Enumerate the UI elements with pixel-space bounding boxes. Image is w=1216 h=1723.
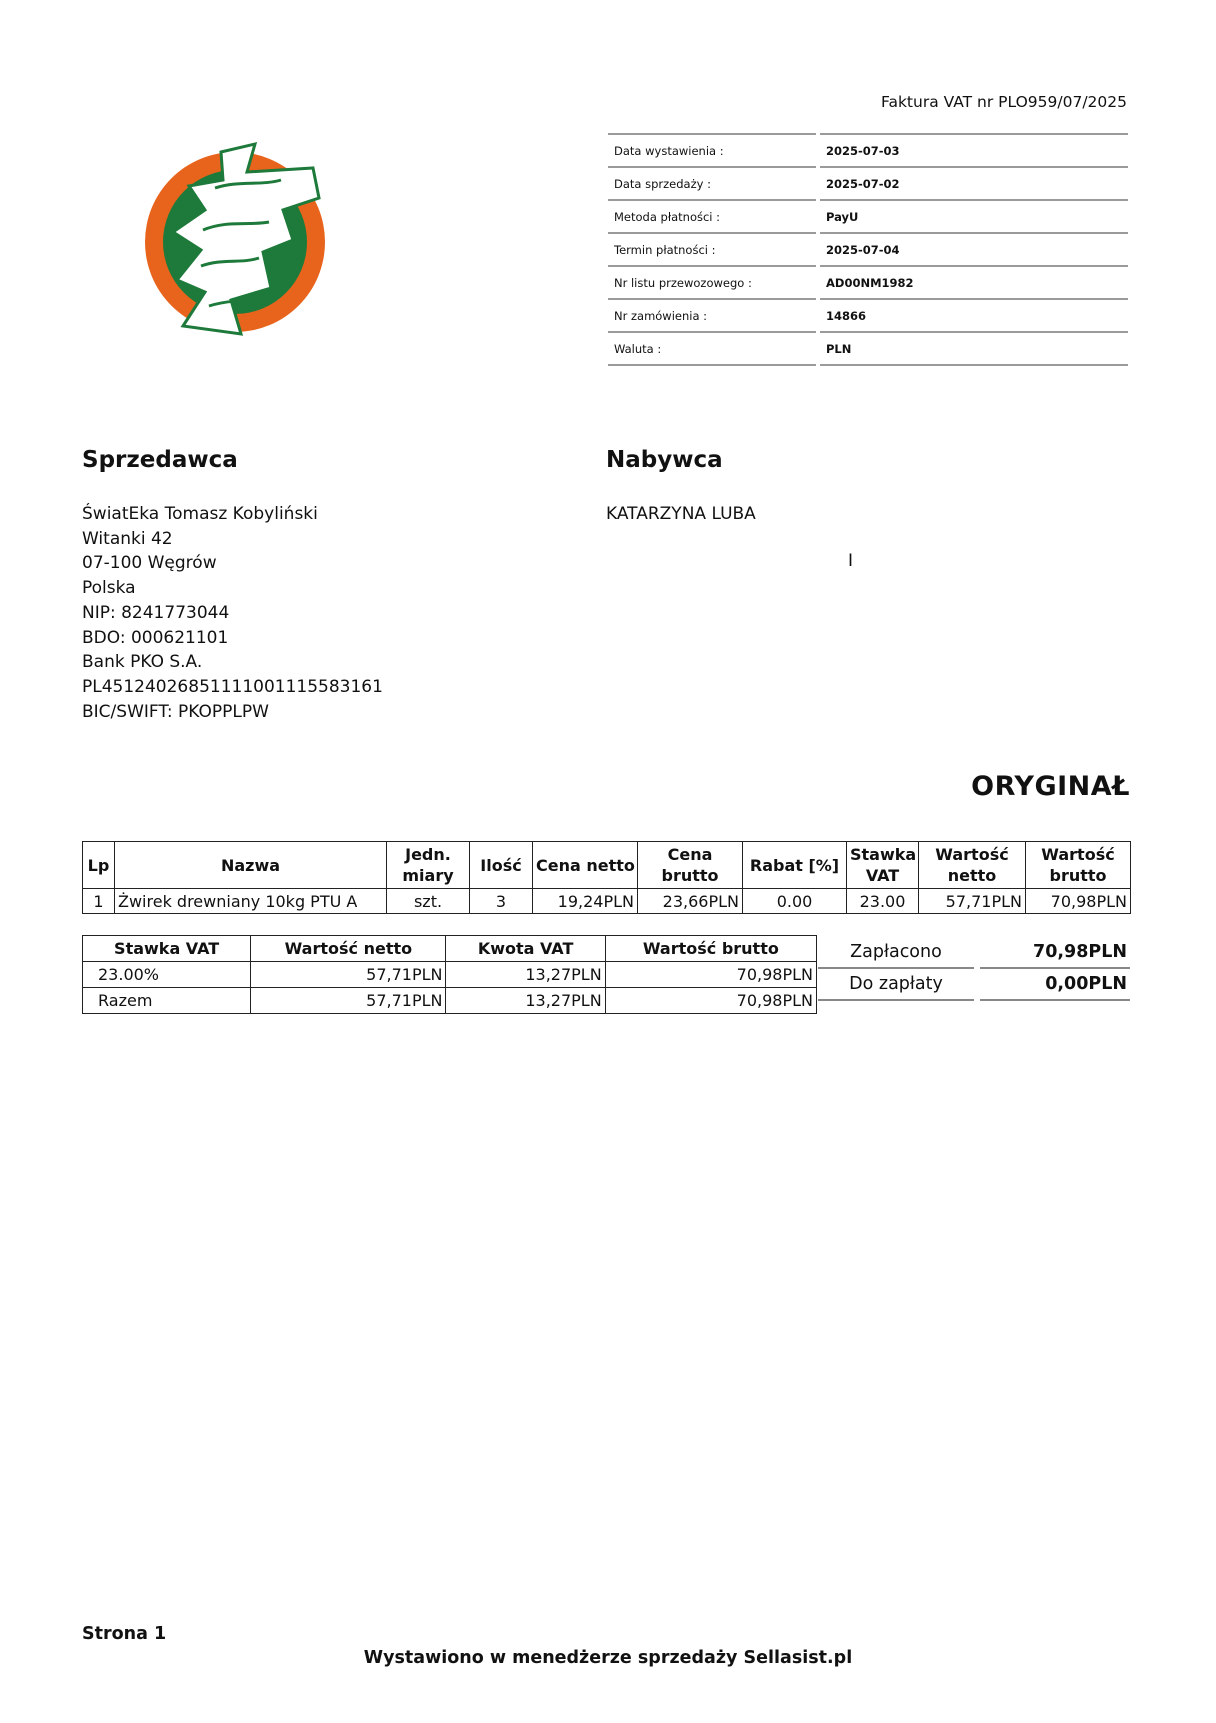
meta-value: 2025-07-04 bbox=[820, 233, 1128, 266]
meta-row bbox=[608, 134, 1128, 167]
seller-line: Bank PKO S.A. bbox=[82, 652, 203, 673]
items-table bbox=[82, 841, 1131, 914]
meta-value: 14866 bbox=[820, 299, 1128, 332]
item-gross-value: 70,98PLN bbox=[1026, 889, 1131, 914]
paid-label: Zapłacono bbox=[818, 937, 974, 968]
paid-row bbox=[818, 937, 1130, 968]
due-label: Do zapłaty bbox=[818, 968, 974, 1000]
due-row bbox=[818, 968, 1130, 1000]
item-name: Żwirek drewniany 10kg PTU A bbox=[115, 889, 387, 914]
col-vat-gross: Wartość brutto bbox=[605, 936, 816, 962]
item-unit: szt. bbox=[387, 889, 470, 914]
col-vat-amount: Kwota VAT bbox=[446, 936, 605, 962]
meta-row bbox=[608, 167, 1128, 200]
meta-label: Waluta : bbox=[608, 332, 816, 365]
vat-rate: 23.00% bbox=[83, 962, 251, 988]
meta-label: Data sprzedaży : bbox=[608, 167, 816, 200]
meta-row bbox=[608, 200, 1128, 233]
meta-value: 2025-07-02 bbox=[820, 167, 1128, 200]
col-unit: Jedn. miary bbox=[387, 842, 470, 889]
seller-details bbox=[82, 502, 383, 724]
item-lp: 1 bbox=[83, 889, 115, 914]
buyer-details bbox=[606, 502, 756, 527]
col-discount: Rabat [%] bbox=[743, 842, 847, 889]
paid-value: 70,98PLN bbox=[980, 937, 1130, 968]
seller-line: BDO: 000621101 bbox=[82, 627, 229, 648]
meta-label: Nr listu przewozowego : bbox=[608, 266, 816, 299]
vat-amount: 13,27PLN bbox=[446, 962, 605, 988]
seller-line: PL45124026851111001115583161 bbox=[82, 676, 383, 697]
vat-net: 57,71PLN bbox=[251, 962, 446, 988]
table-row bbox=[83, 889, 1131, 914]
seller-heading: Sprzedawca bbox=[82, 447, 238, 473]
col-gross-price: Cena brutto bbox=[638, 842, 743, 889]
vat-header-row bbox=[83, 936, 817, 962]
col-vat: Stawka VAT bbox=[847, 842, 919, 889]
item-net-price: 19,24PLN bbox=[533, 889, 638, 914]
table-row bbox=[83, 962, 817, 988]
invoice-title: Faktura VAT nr PLO959/07/2025 bbox=[880, 93, 1127, 111]
invoice-meta-table bbox=[608, 133, 1128, 366]
meta-row bbox=[608, 299, 1128, 332]
meta-row bbox=[608, 266, 1128, 299]
buyer-mark: I bbox=[848, 551, 854, 571]
item-gross-price: 23,66PLN bbox=[638, 889, 743, 914]
vat-total-label: Razem bbox=[83, 988, 251, 1014]
vat-total-gross: 70,98PLN bbox=[605, 988, 816, 1014]
col-vat-rate: Stawka VAT bbox=[83, 936, 251, 962]
meta-value: AD00NM1982 bbox=[820, 266, 1128, 299]
col-lp: Lp bbox=[83, 842, 115, 889]
col-qty: Ilość bbox=[470, 842, 533, 889]
copy-label: ORYGINAŁ bbox=[971, 771, 1130, 802]
items-header-row bbox=[83, 842, 1131, 889]
seller-line: Polska bbox=[82, 578, 136, 599]
seller-line: 07-100 Węgrów bbox=[82, 553, 217, 574]
buyer-heading: Nabywca bbox=[606, 447, 723, 473]
item-discount: 0.00 bbox=[743, 889, 847, 914]
col-net-value: Wartość netto bbox=[919, 842, 1026, 889]
page-number: Strona 1 bbox=[82, 1624, 167, 1644]
item-vat: 23.00 bbox=[847, 889, 919, 914]
item-net-value: 57,71PLN bbox=[919, 889, 1026, 914]
meta-value: 2025-07-03 bbox=[820, 134, 1128, 167]
meta-value: PayU bbox=[820, 200, 1128, 233]
seller-line: Witanki 42 bbox=[82, 528, 173, 549]
seller-line: NIP: 8241773044 bbox=[82, 602, 230, 623]
col-name: Nazwa bbox=[115, 842, 387, 889]
meta-row bbox=[608, 332, 1128, 365]
meta-label: Metoda płatności : bbox=[608, 200, 816, 233]
vat-total-net: 57,71PLN bbox=[251, 988, 446, 1014]
buyer-line: KATARZYNA LUBA bbox=[606, 504, 756, 524]
col-net-price: Cena netto bbox=[533, 842, 638, 889]
payment-summary bbox=[818, 937, 1130, 1001]
vat-summary-table bbox=[82, 935, 817, 1014]
meta-label: Data wystawienia : bbox=[608, 134, 816, 167]
seller-line: BIC/SWIFT: PKOPPLPW bbox=[82, 701, 269, 722]
col-gross-value: Wartość brutto bbox=[1026, 842, 1131, 889]
footer-note: Wystawiono w menedżerze sprzedaży Sellasist.pl bbox=[363, 1648, 853, 1668]
col-vat-net: Wartość netto bbox=[251, 936, 446, 962]
seller-line: ŚwiatEka Tomasz Kobyliński bbox=[82, 504, 318, 524]
vat-gross: 70,98PLN bbox=[605, 962, 816, 988]
vat-total-amount: 13,27PLN bbox=[446, 988, 605, 1014]
due-value: 0,00PLN bbox=[980, 968, 1130, 1000]
meta-label: Termin płatności : bbox=[608, 233, 816, 266]
meta-row bbox=[608, 233, 1128, 266]
meta-value: PLN bbox=[820, 332, 1128, 365]
company-logo bbox=[143, 140, 333, 340]
item-qty: 3 bbox=[470, 889, 533, 914]
meta-label: Nr zamówienia : bbox=[608, 299, 816, 332]
table-row bbox=[83, 988, 817, 1014]
